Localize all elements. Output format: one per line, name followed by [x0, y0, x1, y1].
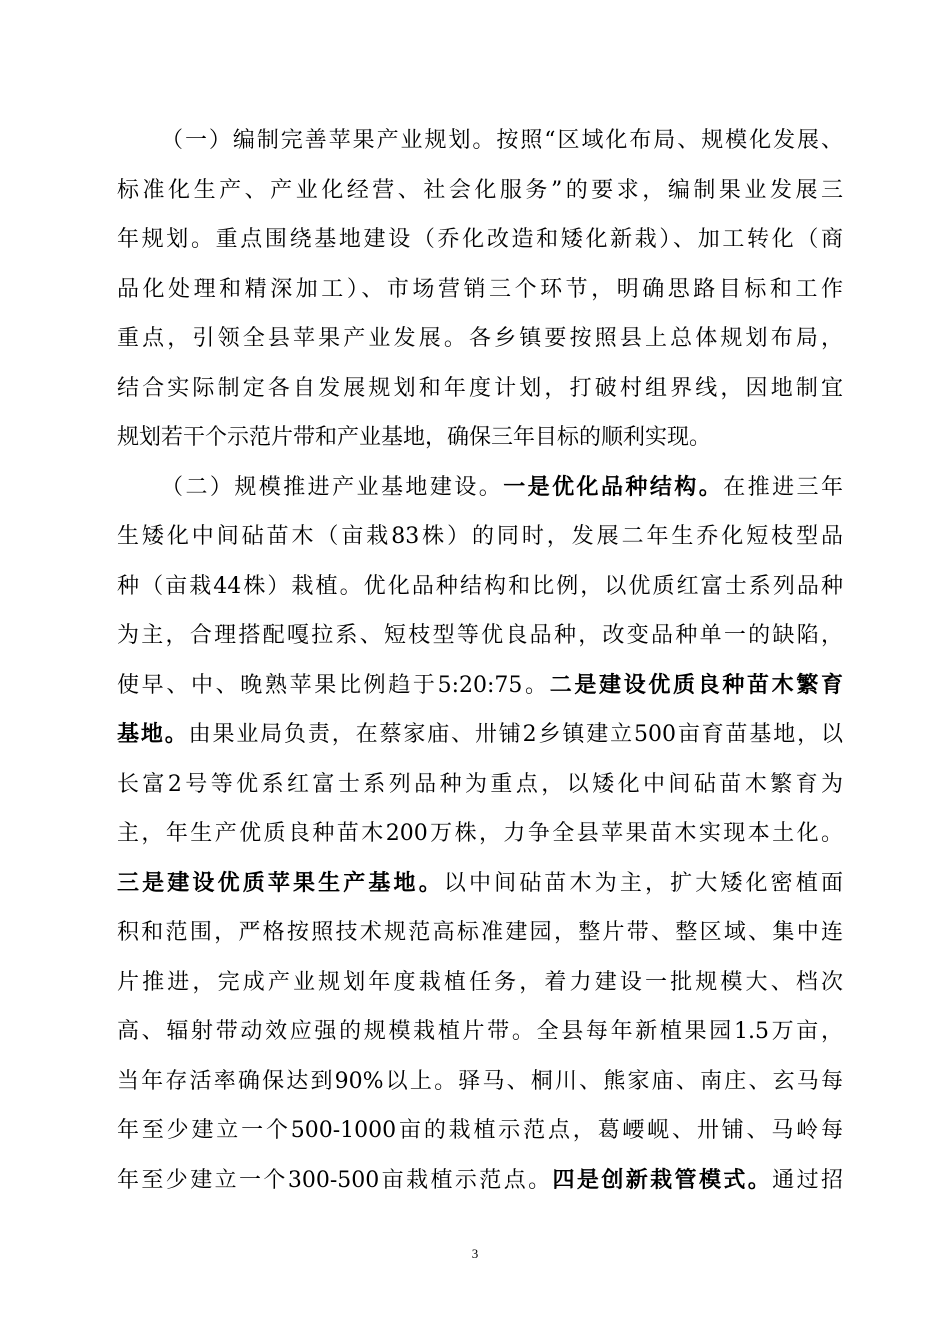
paragraph-2-line: 使早、中、晚熟苹果比例趋于5:20:75。二是建设优质良种苗木繁育: [117, 671, 843, 698]
paragraph-2-line: 长富2号等优系红富士系列品种为重点，以矮化中间砧苗木繁育为: [117, 771, 843, 797]
paragraph-2-line: 主，年生产优质良种苗木200万株，力争全县苹果苗木实现本土化。: [117, 821, 843, 846]
paragraph-2-line: 积和范围，严格按照技术规范高标准建园，整片带、整区域、集中连: [117, 920, 843, 945]
paragraph-1-line: 年规划。重点围绕基地建设（乔化改造和矮化新栽）、加工转化（商: [117, 227, 843, 252]
paragraph-2-line: 基地。由果业局负责，在蔡家庙、卅铺2乡镇建立500亩育苗基地，以: [117, 721, 843, 747]
paragraph-2-line: 为主，合理搭配嘎拉系、短枝型等优良品种，改变品种单一的缺陷，: [117, 623, 843, 648]
paragraph-2-line: 年至少建立一个300-500亩栽植示范点。四是创新栽管模式。通过招: [117, 1166, 843, 1193]
paragraph-2-line: 当年存活率确保达到90%以上。驿马、桐川、熊家庙、南庄、玄马每: [117, 1068, 843, 1094]
paragraph-1-line: 品化处理和精深加工）、市场营销三个环节，明确思路目标和工作: [117, 276, 843, 302]
bold-heading: 四是创新栽管模式。: [552, 1166, 773, 1193]
paragraph-2-line: 高、辐射带动效应强的规模栽植片带。全县每年新植果园1.5万亩，: [117, 1019, 843, 1044]
paragraph-1-line: 标准化生产、产业化经营、社会化服务”的要求，编制果业发展三: [117, 177, 843, 203]
paragraph-1-line: 规划若干个示范片带和产业基地，确保三年目标的顺利实现。: [117, 425, 712, 450]
bold-heading: 一是优化品种结构。: [503, 473, 724, 500]
paragraph-2-line: 年至少建立一个500-1000亩的栽植示范点，葛崾岘、卅铺、马岭每: [117, 1118, 843, 1143]
paragraph-2-line: 三是建设优质苹果生产基地。以中间砧苗木为主，扩大矮化密植面: [117, 869, 843, 896]
bold-heading: 二是建设优质良种苗木繁育: [549, 671, 843, 698]
bold-heading: 三是建设优质苹果生产基地。: [117, 869, 444, 896]
paragraph-2-line: 生矮化中间砧苗木（亩栽83株）的同时，发展二年生乔化短枝型品: [117, 524, 843, 549]
paragraph-1-line: 结合实际制定各自发展规划和年度计划，打破村组界线，因地制宜: [117, 375, 843, 401]
paragraph-1-line: （一）编制完善苹果产业规划。按照“区域化布局、规模化发展、: [161, 128, 843, 153]
paragraph-1-line: 重点，引领全县苹果产业发展。各乡镇要按照县上总体规划布局，: [117, 326, 843, 351]
paragraph-2-line: （二）规模推进产业基地建设。一是优化品种结构。在推进三年: [161, 473, 843, 500]
body-text: [117, 116, 843, 1205]
paragraph-2-line: 片推进，完成产业规划年度栽植任务，着力建设一批规模大、档次: [117, 969, 843, 995]
bold-heading: 基地。: [117, 721, 189, 747]
paragraph-2-line: 种（亩栽44株）栽植。优化品种结构和比例，以优质红富士系列品种: [117, 573, 843, 599]
page-number: 3: [471, 1246, 479, 1261]
